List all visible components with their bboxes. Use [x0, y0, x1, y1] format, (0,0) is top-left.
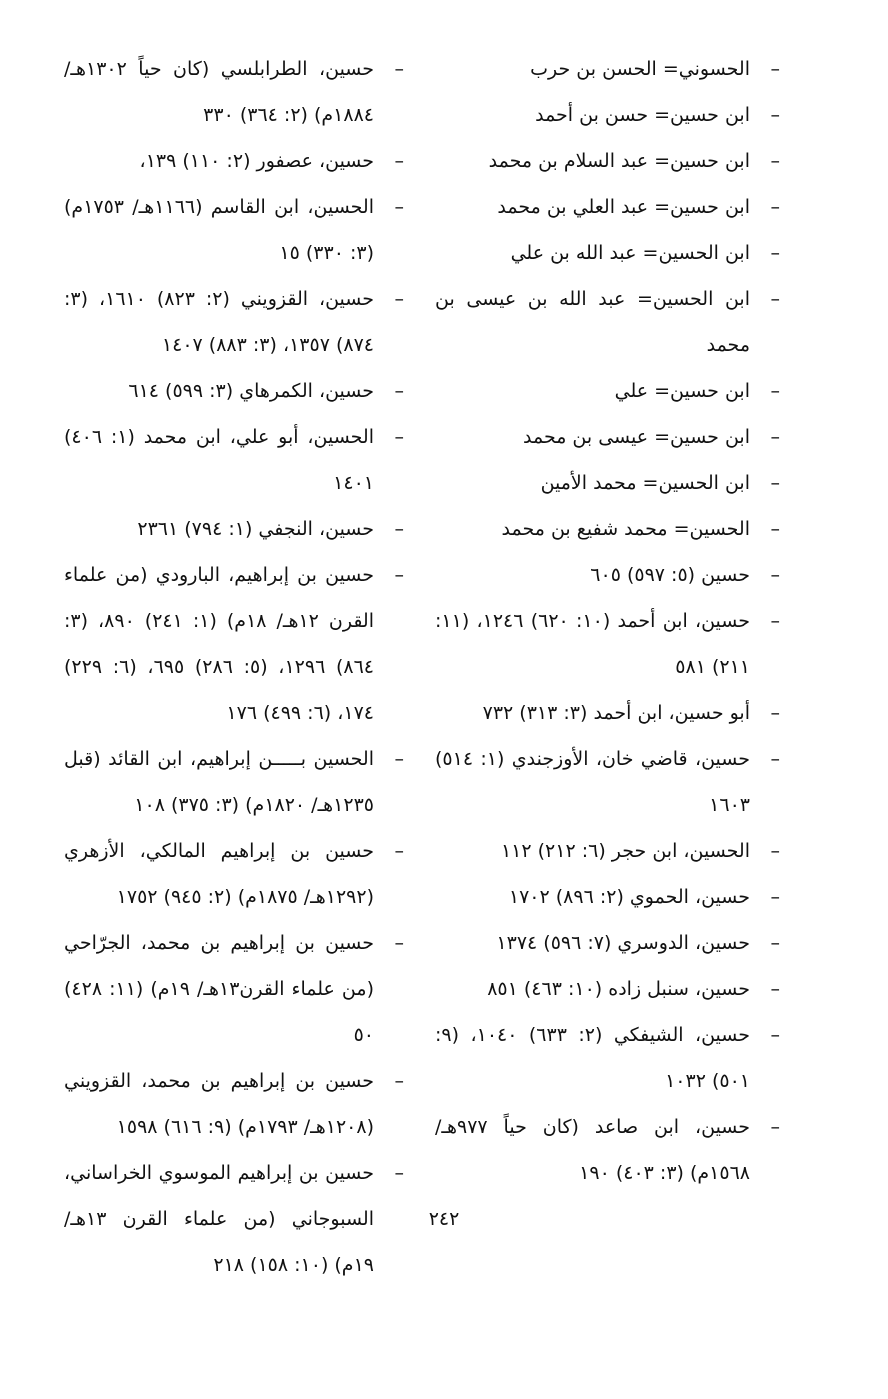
- entry-text: الحسين بـــــن إبراهيم، ابن القائد (قبل ١٢٣٥هـ/ ١٨٢٠م) (٣: ٣٧٥) ١٠٨: [64, 748, 374, 816]
- index-entry: [64, 506, 404, 552]
- entry-text: حسين، ابن صاعد (كان حياً ٩٧٧هـ/ ١٥٦٨م) (٣: ٤٠٣) ١٩٠: [435, 1116, 750, 1184]
- entry-text: ابن الحسين= عبد الله بن علي: [510, 242, 750, 264]
- index-entry: [64, 368, 404, 414]
- entry-dash: –: [770, 288, 780, 310]
- entry-dash: –: [770, 610, 780, 632]
- index-entry: [435, 1104, 780, 1196]
- index-entry: [435, 506, 780, 552]
- index-entry: [435, 368, 780, 414]
- entry-dash: –: [770, 242, 780, 264]
- entry-dash: –: [770, 748, 780, 770]
- entry-text: أبو حسين، ابن أحمد (٣: ٣١٣) ٧٣٢: [482, 702, 750, 724]
- entry-dash: –: [770, 58, 780, 80]
- entry-dash: –: [770, 104, 780, 126]
- index-entry: [435, 874, 780, 920]
- entry-dash: –: [770, 472, 780, 494]
- entry-dash: –: [770, 380, 780, 402]
- entry-text: حسين بن إبراهيم بن محمد، القزويني (١٢٠٨هـ/ ١٧٩٣م) (٩: ٦١٦) ١٥٩٨: [64, 1070, 374, 1138]
- index-entry: [435, 460, 780, 506]
- entry-text: حسين، الطرابلسي (كان حياً ١٣٠٢هـ/ ١٨٨٤م) (٢: ٣٦٤) ٣٣٠: [64, 58, 374, 126]
- index-entry: [435, 46, 780, 92]
- entry-dash: –: [770, 1116, 780, 1138]
- index-entry: [64, 46, 404, 138]
- index-entry: [64, 184, 404, 276]
- index-entry: [435, 138, 780, 184]
- index-entry: [435, 552, 780, 598]
- page-number: ٢٤٢: [428, 1208, 460, 1230]
- entry-dash: –: [394, 518, 404, 540]
- index-entry: [435, 966, 780, 1012]
- entry-dash: –: [770, 564, 780, 586]
- entry-text: ابن حسين= عبد السلام بن محمد: [488, 150, 750, 172]
- entry-dash: –: [770, 426, 780, 448]
- entry-text: الحسين، أبو علي، ابن محمد (١: ٤٠٦) ١٤٠١: [64, 426, 374, 494]
- index-entry: [435, 184, 780, 230]
- index-entry: [435, 414, 780, 460]
- entry-dash: –: [770, 196, 780, 218]
- entry-text: حسين (٥: ٥٩٧) ٦٠٥: [590, 564, 750, 586]
- entry-text: ابن حسين= عيسى بن محمد: [522, 426, 750, 448]
- entry-dash: –: [394, 564, 404, 586]
- index-column-right: [435, 46, 780, 1196]
- entry-dash: –: [770, 150, 780, 172]
- index-entry: [435, 1012, 780, 1104]
- entry-text: ابن حسين= حسن بن أحمد: [535, 104, 750, 126]
- entry-text: حسين بن إبراهيم بن محمد، الجرّاحي (من علماء القرن١٣هـ/ ١٩م) (١١: ٤٢٨) ٥٠: [64, 932, 374, 1046]
- index-entry: [64, 828, 404, 920]
- entry-dash: –: [394, 932, 404, 954]
- entry-text: ابن حسين= علي: [614, 380, 750, 402]
- index-entry: [435, 92, 780, 138]
- index-entry: [435, 276, 780, 368]
- entry-text: حسين، النجفي (١: ٧٩٤) ٢٣٦١: [137, 518, 374, 540]
- entry-dash: –: [394, 426, 404, 448]
- entry-text: حسين، الكمرهاي (٣: ٥٩٩) ٦١٤: [128, 380, 374, 402]
- entry-dash: –: [394, 196, 404, 218]
- entry-text: حسين، قاضي خان، الأوزجندي (١: ٥١٤) ١٦٠٣: [435, 748, 750, 816]
- entry-dash: –: [770, 886, 780, 908]
- entry-text: حسين بن إبراهيم، البارودي (من علماء القرن ١٢هـ/ ١٨م) (١: ٢٤١) ٨٩٠، (٣: ٨٦٤) ١٢٩٦، (٥: ٢٨٦) ٦٩٥، (٦: ٢٢٩) ١٧٤، (٦: ٤٩٩) ١٧٦: [64, 564, 375, 724]
- entry-text: الحسوني= الحسن بن حرب: [530, 58, 750, 80]
- entry-text: ابن حسين= عبد العلي بن محمد: [497, 196, 750, 218]
- entry-text: ابن الحسين= عبد الله بن عيسى بن محمد: [435, 288, 750, 356]
- entry-text: حسين، ابن أحمد (١٠: ٦٢٠) ١٢٤٦، (١١: ٢١١) ٥٨١: [435, 610, 750, 678]
- entry-dash: –: [770, 702, 780, 724]
- index-entry: [435, 598, 780, 690]
- entry-text: حسين، الدوسري (٧: ٥٩٦) ١٣٧٤: [496, 932, 750, 954]
- entry-dash: –: [394, 748, 404, 770]
- index-entry: [64, 276, 404, 368]
- entry-dash: –: [394, 1162, 404, 1184]
- entry-dash: –: [770, 518, 780, 540]
- entry-text: الحسين، ابن حجر (٦: ٢١٢) ١١٢: [500, 840, 750, 862]
- index-entry: [435, 828, 780, 874]
- entry-dash: –: [394, 1070, 404, 1092]
- entry-dash: –: [770, 978, 780, 1000]
- entry-dash: –: [394, 840, 404, 862]
- entry-text: حسين، الشيفكي (٢: ٦٣٣) ١٠٤٠، (٩: ٥٠١) ١٠٣٢: [435, 1024, 750, 1092]
- entry-text: حسين، عصفور (٢: ١١٠) ١٣٩،: [139, 150, 374, 172]
- entry-text: حسين، القزويني (٢: ٨٢٣) ١٦١٠، (٣: ٨٧٤) ١٣٥٧، (٣: ٨٨٣) ١٤٠٧: [64, 288, 374, 356]
- entry-dash: –: [394, 58, 404, 80]
- entry-dash: –: [770, 932, 780, 954]
- index-entry: [64, 1058, 404, 1150]
- index-entry: [64, 552, 404, 736]
- index-entry: [435, 736, 780, 828]
- index-entry: [64, 920, 404, 1058]
- entry-dash: –: [770, 1024, 780, 1046]
- entry-dash: –: [394, 288, 404, 310]
- entry-text: حسين بن إبراهيم الموسوي الخراساني، السبوجاني (من علماء القرن ١٣هـ/ ١٩م) (١٠: ١٥٨) ٢١٨: [64, 1162, 374, 1276]
- index-entry: [64, 736, 404, 828]
- entry-text: ابن الحسين= محمد الأمين: [540, 472, 750, 494]
- index-entry: [435, 230, 780, 276]
- entry-dash: –: [394, 150, 404, 172]
- entry-text: حسين بن إبراهيم المالكي، الأزهري (١٢٩٢هـ/ ١٨٧٥م) (٢: ٩٤٥) ١٧٥٢: [64, 840, 374, 908]
- entry-text: حسين، الحموي (٢: ٨٩٦) ١٧٠٢: [508, 886, 750, 908]
- entry-text: الحسين، ابن القاسم (١١٦٦هـ/ ١٧٥٣م) (٣: ٣٣٠) ١٥: [64, 196, 374, 264]
- index-entry: [435, 920, 780, 966]
- entry-text: الحسين= محمد شفيع بن محمد: [501, 518, 750, 540]
- index-column-left: [64, 46, 404, 1288]
- entry-dash: –: [394, 380, 404, 402]
- index-entry: [435, 690, 780, 736]
- entry-dash: –: [770, 840, 780, 862]
- index-entry: [64, 138, 404, 184]
- entry-text: حسين، سنبل زاده (١٠: ٤٦٣) ٨٥١: [487, 978, 750, 1000]
- index-entry: [64, 414, 404, 506]
